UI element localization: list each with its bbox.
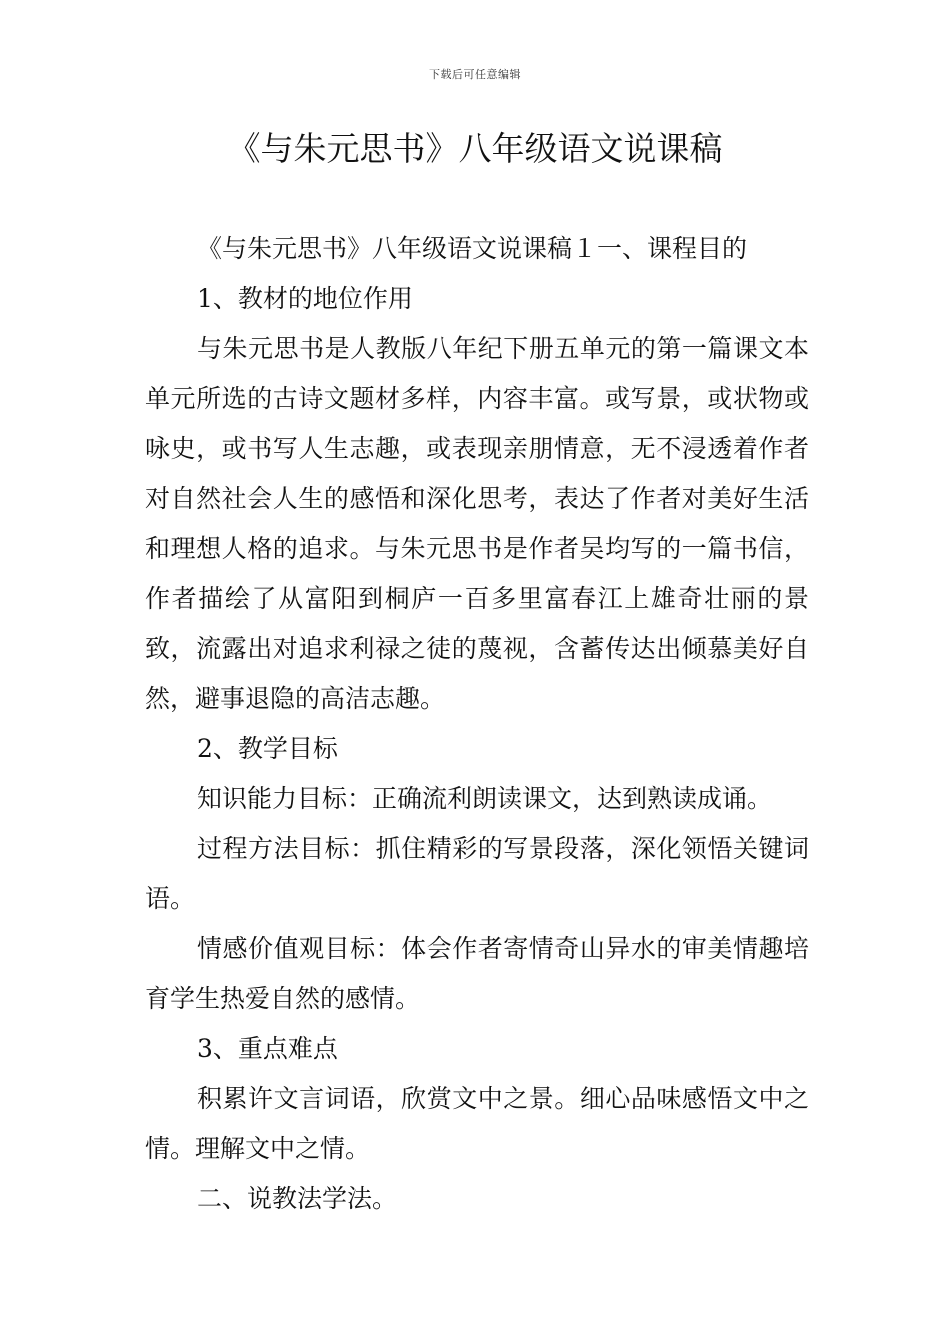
paragraph-textbook-role: 与朱元思书是人教版八年纪下册五单元的第一篇课文本单元所选的古诗文题材多样，内容丰富。或写景，或状物或咏史，或书写人生志趣，或表现亲朋情意，无不浸透着作者对自然社会人生的感悟和深化思考，表达了作者对美好生活和理想人格的追求。与朱元思书是作者吴均写的一篇书信，作者描绘了从富阳到桐庐一百多里富春江上雄奇壮丽的景致，流露出对追求利禄之徒的蔑视，含蓄传达出倾慕美好自然，避事退隐的高洁志趣。 xyxy=(145,334,809,713)
paragraph-emotion-goal: 情感价值观目标：体会作者寄情奇山异水的审美情趣培育学生热爱自然的感情。 xyxy=(145,934,809,1013)
paragraph-key-points: 积累许文言词语，欣赏文中之景。细心品味感悟文中之情。理解文中之情。 xyxy=(145,1084,809,1163)
paragraph-process-goal: 过程方法目标：抓住精彩的写景段落，深化领悟关键词语。 xyxy=(145,834,809,913)
header-note: 下载后可任意编辑 xyxy=(429,68,521,81)
heading-textbook-role: 1、教材的地位作用 xyxy=(197,284,413,313)
heading-key-points: 3、重点难点 xyxy=(197,1034,338,1063)
document-title: 《与朱元思书》八年级语文说课稿 xyxy=(227,129,723,168)
heading-teaching-goals: 2、教学目标 xyxy=(197,734,338,763)
paragraph-intro: 《与朱元思书》八年级语文说课稿１一、课程目的 xyxy=(197,234,748,263)
document-body xyxy=(145,224,809,1224)
paragraph-knowledge-goal: 知识能力目标：正确流利朗读课文，达到熟读成诵。 xyxy=(197,784,773,813)
heading-teaching-methods: 二、说教法学法。 xyxy=(197,1184,398,1213)
